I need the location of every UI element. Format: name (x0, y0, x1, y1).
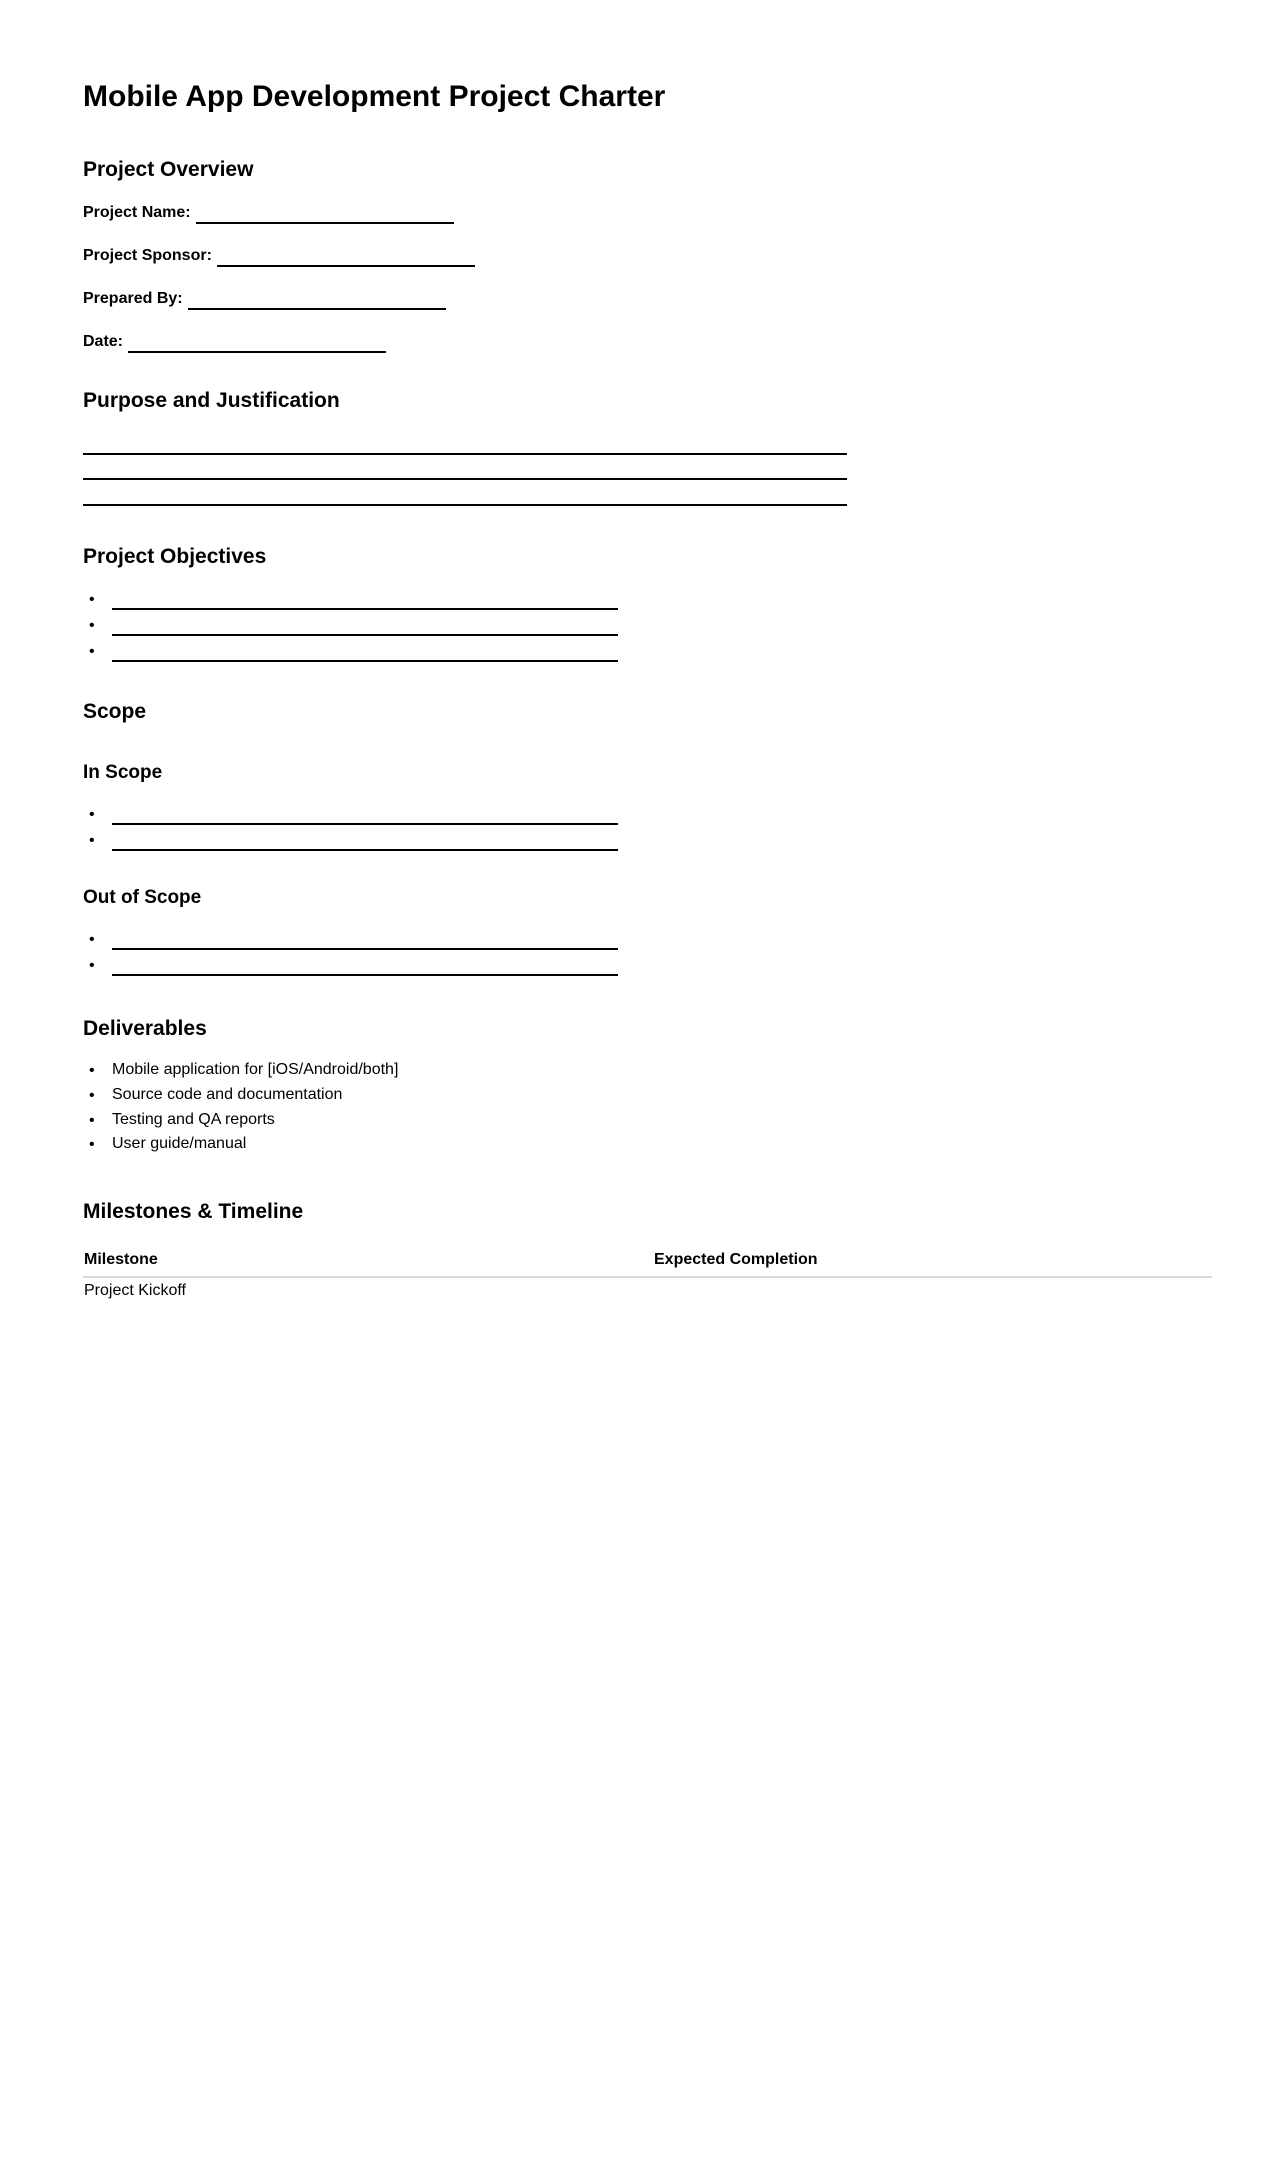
blank-underline-project-sponsor (217, 244, 475, 267)
list-item (83, 1133, 246, 1155)
subsection-heading-in-scope: In Scope (83, 762, 163, 783)
deliverable-item-text: User guide/manual (112, 1135, 247, 1152)
bullet-marker: • (89, 1087, 95, 1104)
blank-underline-date (128, 330, 386, 353)
bullet-marker: • (89, 591, 95, 608)
bullet-marker: • (89, 1112, 95, 1129)
section-heading-objectives: Project Objectives (83, 545, 267, 568)
table-cell-milestone: Project Kickoff (84, 1282, 186, 1299)
field-label-prepared-by: Prepared By: (83, 290, 183, 307)
blank-bullet-line (83, 954, 618, 976)
document-title: Mobile App Development Project Charter (83, 80, 666, 113)
blank-underline (112, 827, 618, 851)
blank-bullet-line (83, 588, 618, 610)
bullet-marker: • (89, 643, 95, 660)
blank-writing-line (83, 453, 847, 455)
table-header-expected-completion: Expected Completion (654, 1251, 818, 1268)
field-prepared-by (83, 288, 446, 310)
blank-bullet-line (83, 614, 618, 636)
section-heading-scope: Scope (83, 700, 147, 723)
field-project-name (83, 202, 454, 224)
blank-writing-line (83, 504, 847, 506)
field-date (83, 331, 386, 353)
blank-underline-prepared-by (188, 287, 446, 310)
blank-underline (112, 952, 618, 976)
table-header-rule (83, 1276, 1212, 1278)
list-item (83, 1109, 275, 1131)
blank-bullet-line (83, 829, 618, 851)
blank-underline (112, 612, 618, 636)
list-item (83, 1059, 398, 1081)
bullet-marker: • (89, 617, 95, 634)
blank-underline (112, 926, 618, 950)
bullet-marker: • (89, 1136, 95, 1153)
field-project-sponsor (83, 245, 475, 267)
table-header-milestone: Milestone (84, 1251, 158, 1268)
blank-bullet-line (83, 640, 618, 662)
bullet-marker: • (89, 931, 95, 948)
deliverable-item-text: Source code and documentation (112, 1086, 343, 1103)
blank-bullet-line (83, 803, 618, 825)
section-heading-milestones: Milestones & Timeline (83, 1200, 304, 1223)
blank-underline (112, 801, 618, 825)
blank-writing-line (83, 478, 847, 480)
list-item (83, 1084, 342, 1106)
section-heading-project-overview: Project Overview (83, 158, 254, 181)
bullet-marker: • (89, 957, 95, 974)
subsection-heading-out-of-scope: Out of Scope (83, 887, 202, 908)
field-label-date: Date: (83, 333, 124, 350)
blank-underline (112, 638, 618, 662)
blank-bullet-line (83, 928, 618, 950)
deliverable-item-text: Mobile application for [iOS/Android/both] (112, 1061, 399, 1078)
section-heading-purpose: Purpose and Justification (83, 389, 340, 412)
bullet-marker: • (89, 1062, 95, 1079)
blank-underline (112, 586, 618, 610)
field-label-project-sponsor: Project Sponsor: (83, 247, 212, 264)
bullet-marker: • (89, 806, 95, 823)
deliverable-item-text: Testing and QA reports (112, 1111, 275, 1128)
field-label-project-name: Project Name: (83, 204, 191, 221)
bullet-marker: • (89, 832, 95, 849)
section-heading-deliverables: Deliverables (83, 1017, 207, 1040)
blank-underline-project-name (196, 201, 454, 224)
